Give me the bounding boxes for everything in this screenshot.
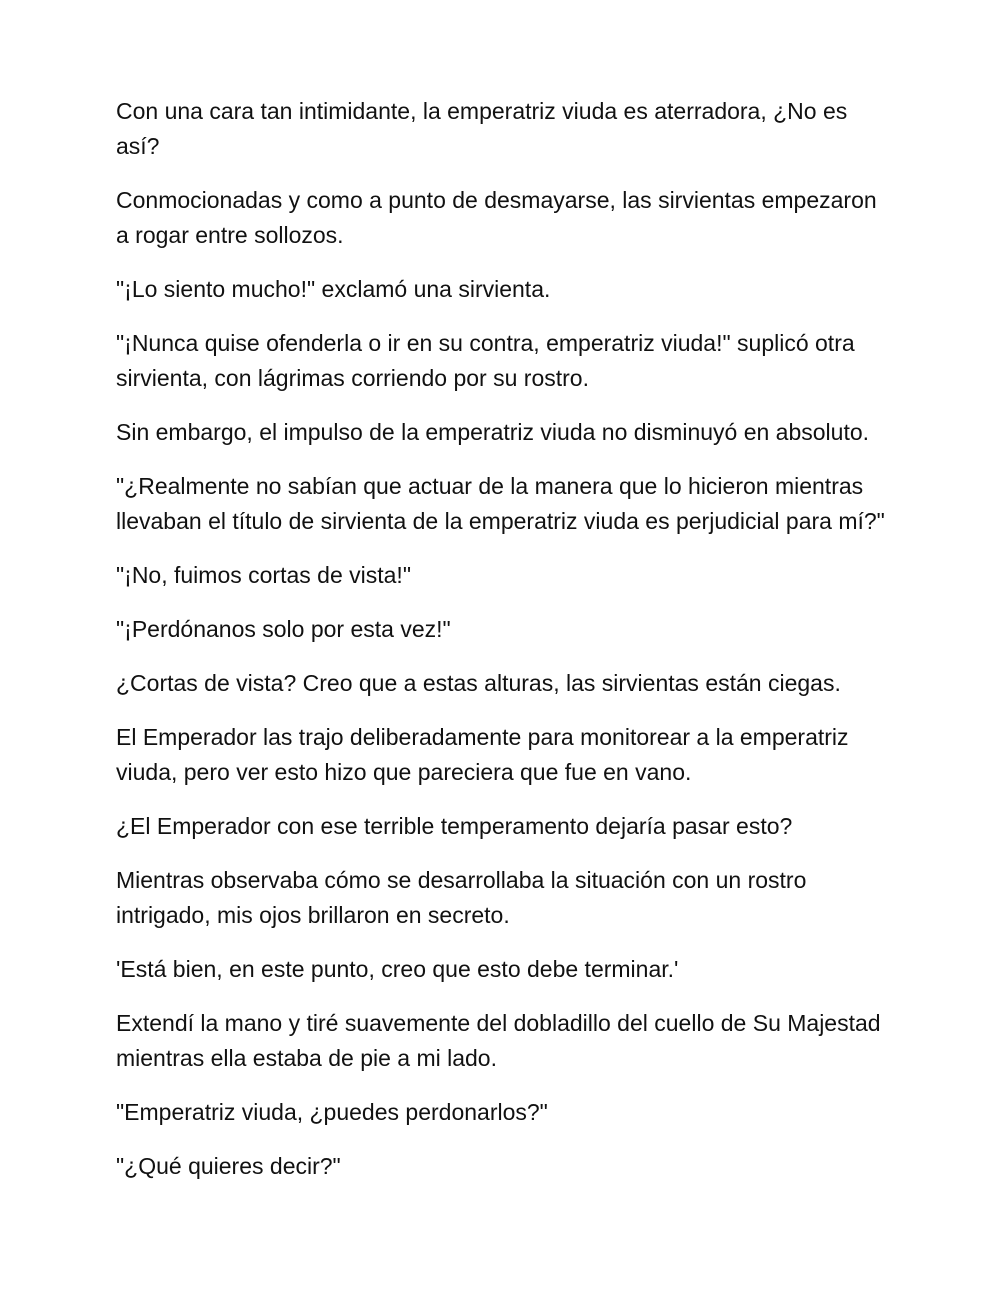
paragraph: El Emperador las trajo deliberadamente para monitorear a la emperatriz viuda, pero ver esto hizo que pareciera que fue en vano. [116, 724, 849, 785]
paragraph: Conmocionadas y como a punto de desmayarse, las sirvientas empezaron a rogar entre sollozos. [116, 187, 877, 248]
paragraph: Sin embargo, el impulso de la emperatriz viuda no disminuyó en absoluto. [116, 419, 870, 445]
paragraph: "Emperatriz viuda, ¿puedes perdonarlos?" [116, 1099, 548, 1125]
paragraph: "¡No, fuimos cortas de vista!" [116, 562, 411, 588]
paragraph: Extendí la mano y tiré suavemente del dobladillo del cuello de Su Majestad mientras ella estaba de pie a mi lado. [116, 1010, 881, 1071]
document-page [116, 94, 886, 1203]
paragraph: ¿El Emperador con ese terrible temperamento dejaría pasar esto? [116, 813, 793, 839]
paragraph: "¿Realmente no sabían que actuar de la manera que lo hicieron mientras llevaban el título de sirvienta de la emperatriz viuda es perjudicial para mí?" [116, 473, 885, 534]
paragraph: ¿Cortas de vista? Creo que a estas alturas, las sirvientas están ciegas. [116, 670, 841, 696]
paragraph: "¿Qué quieres decir?" [116, 1153, 341, 1179]
paragraph: 'Está bien, en este punto, creo que esto debe terminar.' [116, 956, 679, 982]
paragraph: "¡Lo siento mucho!" exclamó una sirvienta. [116, 276, 551, 302]
paragraph: "¡Nunca quise ofenderla o ir en su contra, emperatriz viuda!" suplicó otra sirvienta, con lágrimas corriendo por su rostro. [116, 330, 855, 391]
paragraph: Con una cara tan intimidante, la emperatriz viuda es aterradora, ¿No es así? [116, 98, 848, 159]
paragraph: "¡Perdónanos solo por esta vez!" [116, 616, 451, 642]
paragraph: Mientras observaba cómo se desarrollaba la situación con un rostro intrigado, mis ojos brillaron en secreto. [116, 867, 807, 928]
